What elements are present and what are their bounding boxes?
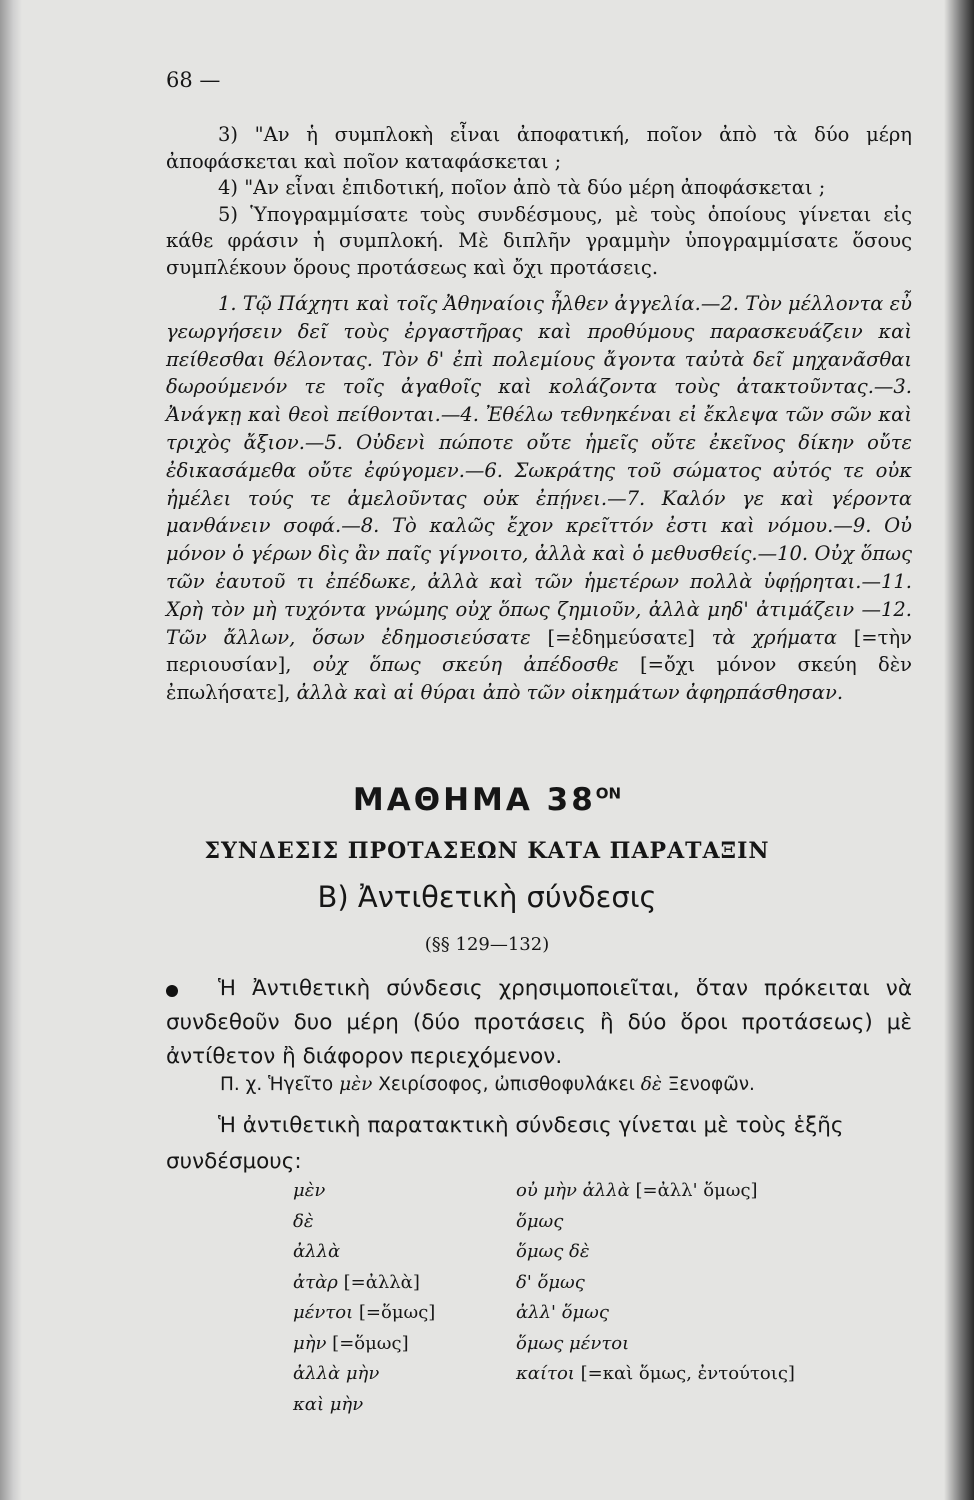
book-spine-shadow: [0, 0, 22, 1500]
conjunction-item: καίτοι [=καὶ ὅμως, ἐντούτοις]: [516, 1363, 795, 1384]
lesson-title-text: ΜΑΘΗΜΑ 38: [352, 782, 596, 818]
lesson-subtitle: ΣΥΝΔΕΣΙΣ ΠΡΟΤΑΣΕΩΝ ΚΑΤΑ ΠΑΡΑΤΑΞΙΝ: [204, 838, 770, 864]
lesson-title-sup: ΟΝ: [595, 784, 622, 803]
exercise-sentences: [166, 290, 912, 707]
exercise-text: [166, 290, 912, 707]
conjunction-item: μὴν [=ὅμως]: [293, 1332, 409, 1354]
example-line: [220, 1074, 755, 1095]
conjunctions-list-left: [293, 1176, 435, 1420]
conjunction-item: καὶ μὴν: [293, 1393, 364, 1415]
conjunction-item: ὅμως δὲ: [516, 1241, 590, 1262]
exercise-gloss-1: [=ἐδημεύσατε]: [547, 625, 695, 649]
conjunction-item: ὅμως μέντοι: [516, 1332, 630, 1354]
exercise-gloss-3: [=ὄχι μόνον σκεύη δὲν ἐπωλήσατε],: [166, 653, 913, 705]
conjunction-item: μὲν: [293, 1180, 326, 1201]
questions-block: [166, 122, 912, 281]
exercise-part-4: ἀλλὰ καὶ αἱ θύραι ἀπὸ τῶν οἰκημάτων ἀφηρπάσθησαν.: [296, 681, 844, 705]
conjunction-item: μέντοι [=ὅμως]: [293, 1302, 436, 1323]
question-5: 5) Ὑπογραμμίσατε τοὺς συνδέσμους, μὲ τοὺς ὁποίους γίνεται εἰς κάθε φράσιν ἡ συμπλοκή. Μὲ διπλῆν γραμμὴν ὑπογραμμίσατε ὅσους συμπλέκουν ὅρους προτάσεως καὶ ὄχι προτάσεις.: [166, 202, 912, 279]
exercise-part-2: τὰ χρήματα: [711, 625, 838, 649]
conjunction-item: ἀλλὰ μὴν: [293, 1363, 380, 1384]
conjunction-item: ἀλλὰ: [293, 1241, 341, 1262]
example-word-de: δὲ: [640, 1074, 662, 1095]
exercise-gloss-2: [=τὴν περιουσίαν],: [166, 625, 912, 677]
question-4: 4) "Αν εἶναι ἐπιδοτική, ποῖον ἀπὸ τὰ δύο μέρη ἀποφάσκεται ;: [218, 176, 826, 199]
conjunction-item: οὐ μὴν ἀλλὰ [=ἀλλ' ὅμως]: [516, 1180, 758, 1201]
page-edge-shadow: [944, 0, 974, 1500]
conjunction-item: ἀλλ' ὅμως: [516, 1302, 609, 1323]
lesson-title: [0, 782, 974, 818]
example-middle: Χειρίσοφος, ὠπισθοφυλάκει: [378, 1074, 635, 1095]
conjunction-item: ὅμως: [516, 1210, 564, 1232]
conjunction-item: ἀτὰρ [=ἀλλὰ]: [293, 1271, 420, 1293]
intro-paragraph: Ἡ Ἀντιθετικὴ σύνδεσις χρησιμοποιεῖται, ὅταν πρόκειται νὰ συνδεθοῦν δυο μέρη (δύο προτάσεις ἢ δύο ὅροι προτάσεως) μὲ ἀντίθετον ἢ διάφορον περιεχόμενον.: [166, 976, 912, 1069]
paragraph-reference: (§§ 129—132): [424, 934, 550, 955]
page-number: 68 —: [166, 68, 221, 92]
conjunctions-list-right: [516, 1176, 795, 1390]
conjunctions-intro: Ἡ ἀντιθετικὴ παρατακτικὴ σύνδεσις γίνεται μὲ τοὺς ἑξῆς συνδέσμους:: [166, 1113, 844, 1174]
section-title: Β) Ἀντιθετικὴ σύνδεσις: [317, 880, 657, 914]
example-word-men: μὲν: [339, 1074, 373, 1095]
example-prefix: Π. χ. Ἡγεῖτο: [220, 1074, 334, 1095]
question-3: 3) "Αν ἡ συμπλοκὴ εἶναι ἀποφατική, ποῖον ἀπὸ τὰ δύο μέρη ἀποφάσκεται καὶ ποῖον καταφάσκεται ;: [166, 123, 912, 173]
conjunction-item: δ' ὅμως: [516, 1271, 585, 1293]
example-suffix: Ξενοφῶν.: [667, 1074, 755, 1095]
exercise-part-3: οὐχ ὅπως σκεύη ἀπέδοσθε: [312, 653, 619, 677]
conjunction-item: δὲ: [293, 1210, 314, 1232]
exercise-part-1: 1. Τῷ Πάχητι καὶ τοῖς Ἀθηναίοις ἦλθεν ἀγγελία.—2. Τὸν μέλλοντα εὖ γεωργήσειν δεῖ τοὺς ἐργαστῆρας καὶ προθύμους παρασκευάζειν καὶ πείθεσθαι θέλοντας. Τὸν δ' ἐπὶ πολεμίους ἄγοντα ταὐτὰ δεῖ μηχανᾶσθαι δωρούμενόν τε τοῖς ἀγαθοῖς καὶ κολάζοντα τοὺς ἀτακτοῦντας.—3. Ἀνάγκῃ καὶ θεοὶ πείθονται.—4. Ἐθέλω τεθνηκέναι εἰ ἔκλεψα τῶν σῶν καὶ τριχὸς ἄξιον.—5. Οὐδενὶ πώποτε οὔτε ἡμεῖς οὔτε ἐκεῖνος δίκην οὔτε ἐδικασάμεθα οὔτε ἐφύγομεν.—6. Σωκράτης τοῦ σώματος αὐτός τε οὐκ ἠμέλει τούς τε ἀμελοῦντας οὐκ ἐπῄνει.—7. Καλόν γε καὶ γέροντα μανθάνειν σοφά.—8. Τὸ καλῶς ἔχον κρεῖττόν ἐστι καὶ νόμου.—9. Οὐ μόνον ὁ γέρων δὶς ἂν παῖς γίγνοιτο, ἀλλὰ καὶ ὁ μεθυσθείς.—10. Οὐχ ὅπως τῶν ἑαυτοῦ τι ἐπέδωκε, ἀλλὰ καὶ τῶν ἡμετέρων πολλὰ ὑφῄρηται.—11. Χρὴ τὸν μὴ τυχόντα γνώμης οὐχ ὅπως ζημιοῦν, ἀλλὰ μηδ' ἀτιμάζειν —12. Τῶν ἄλλων, ὅσων ἐδημοσιεύσατε: [166, 292, 912, 649]
